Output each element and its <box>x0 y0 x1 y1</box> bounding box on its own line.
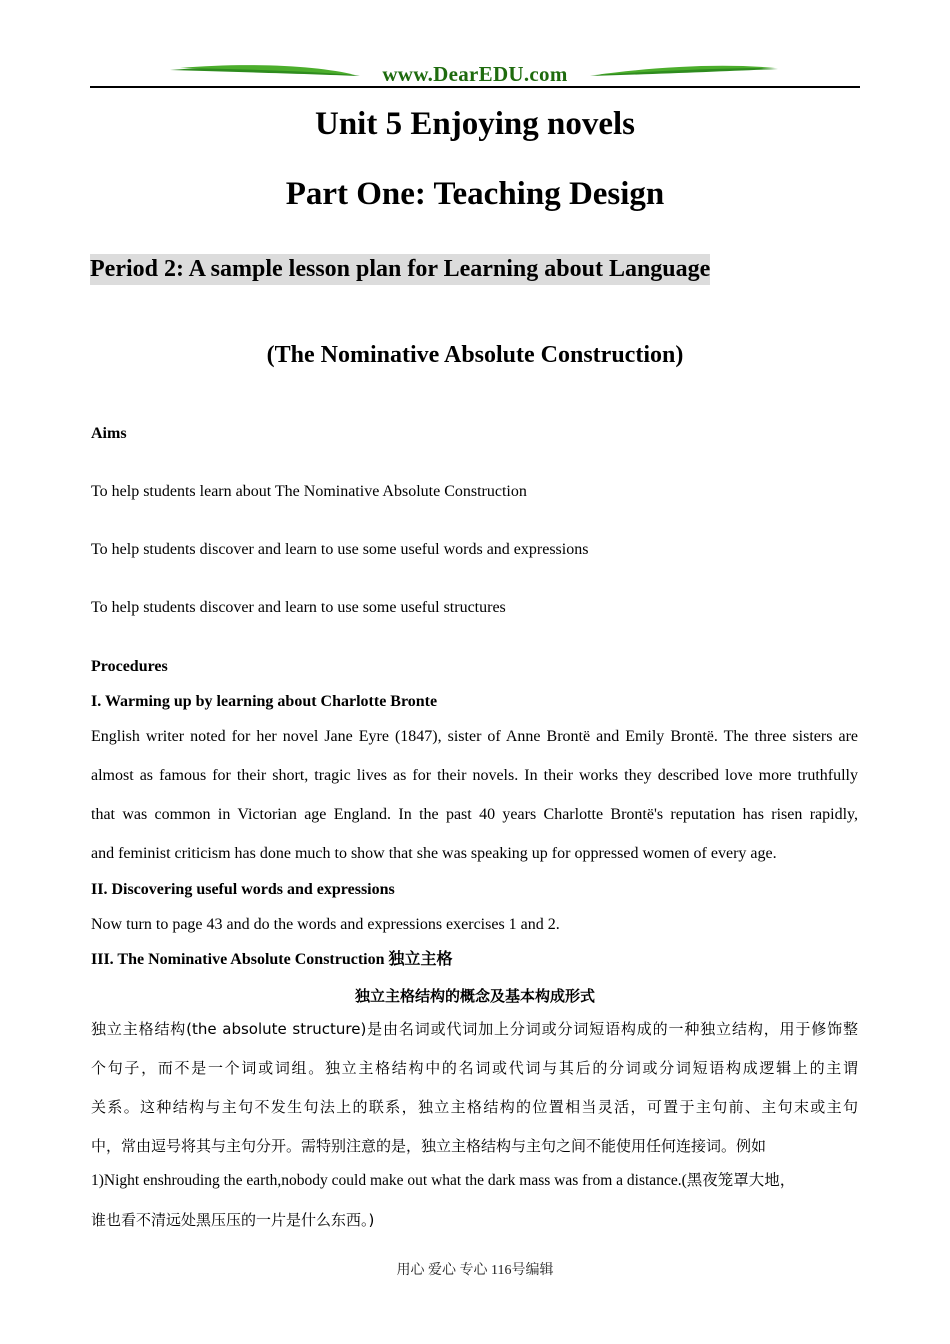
section-3-text-line: 中，常由逗号将其与主句分开。需特别注意的是，独立主格结构与主句之间不能使用任何连接词。例如 <box>91 1137 767 1155</box>
site-brand-logo: www.DearEDU.com <box>382 62 568 86</box>
example-sentence-line: 1)Night enshrouding the earth,nobody could make out what the dark mass was from a distance.(黑夜笼罩大地， <box>91 1172 796 1189</box>
part-title: Part One: Teaching Design <box>285 176 665 212</box>
page-footer: 用心 爱心 专心 116号编辑 <box>396 1263 554 1278</box>
example-translation-line: 谁也看不清远处黑压压的一片是什么东西。) <box>91 1211 375 1229</box>
period-heading: Period 2: A sample lesson plan for Learning about Language <box>90 254 710 285</box>
procedures-heading: Procedures <box>91 658 168 675</box>
section-1-text-line: and feminist criticism has done much to show that she was speaking up for oppressed women of every age. <box>91 845 777 862</box>
section-3-heading: III. The Nominative Absolute Construction 独立主格 <box>91 951 453 968</box>
section-3-text-line: 个句子，而不是一个词或词组。独立主格结构中的名词或代词与其后的分词或分词短语构成逻辑上的主谓 <box>91 1059 858 1077</box>
section-2-heading: II. Discovering useful words and expressions <box>91 881 395 898</box>
header-divider <box>90 86 860 88</box>
aim-item: To help students discover and learn to use some useful words and expressions <box>91 541 589 558</box>
section-3-center-heading: 独立主格结构的概念及基本构成形式 <box>354 987 595 1005</box>
aim-item: To help students discover and learn to use some useful structures <box>91 599 506 616</box>
aims-heading: Aims <box>91 425 127 442</box>
construction-subtitle: (The Nominative Absolute Construction) <box>266 342 684 368</box>
section-3-text-line: 独立主格结构(the absolute structure)是由名词或代词加上分词或分词短语构成的一种独立结构，用于修饰整 <box>91 1020 858 1038</box>
section-1-text-line: that was common in Victorian age England. In the past 40 years Charlotte Brontë's reputation has risen rapidly, <box>91 806 858 823</box>
section-1-heading: I. Warming up by learning about Charlotte Bronte <box>91 693 438 710</box>
section-2-text: Now turn to page 43 and do the words and expressions exercises 1 and 2. <box>91 916 560 933</box>
unit-title: Unit 5 Enjoying novels <box>315 106 635 142</box>
section-1-text-line: almost as famous for their short, tragic lives as for their novels. In their works they described love more truthfully <box>91 767 858 784</box>
section-3-text-line: 关系。这种结构与主句不发生句法上的联系，独立主格结构的位置相当灵活，可置于主句前、主句末或主句 <box>91 1098 858 1116</box>
aim-item: To help students learn about The Nominative Absolute Construction <box>91 483 527 500</box>
section-1-text-line: English writer noted for her novel Jane Eyre (1847), sister of Anne Brontë and Emily Brontë. The three sisters are <box>91 728 858 745</box>
